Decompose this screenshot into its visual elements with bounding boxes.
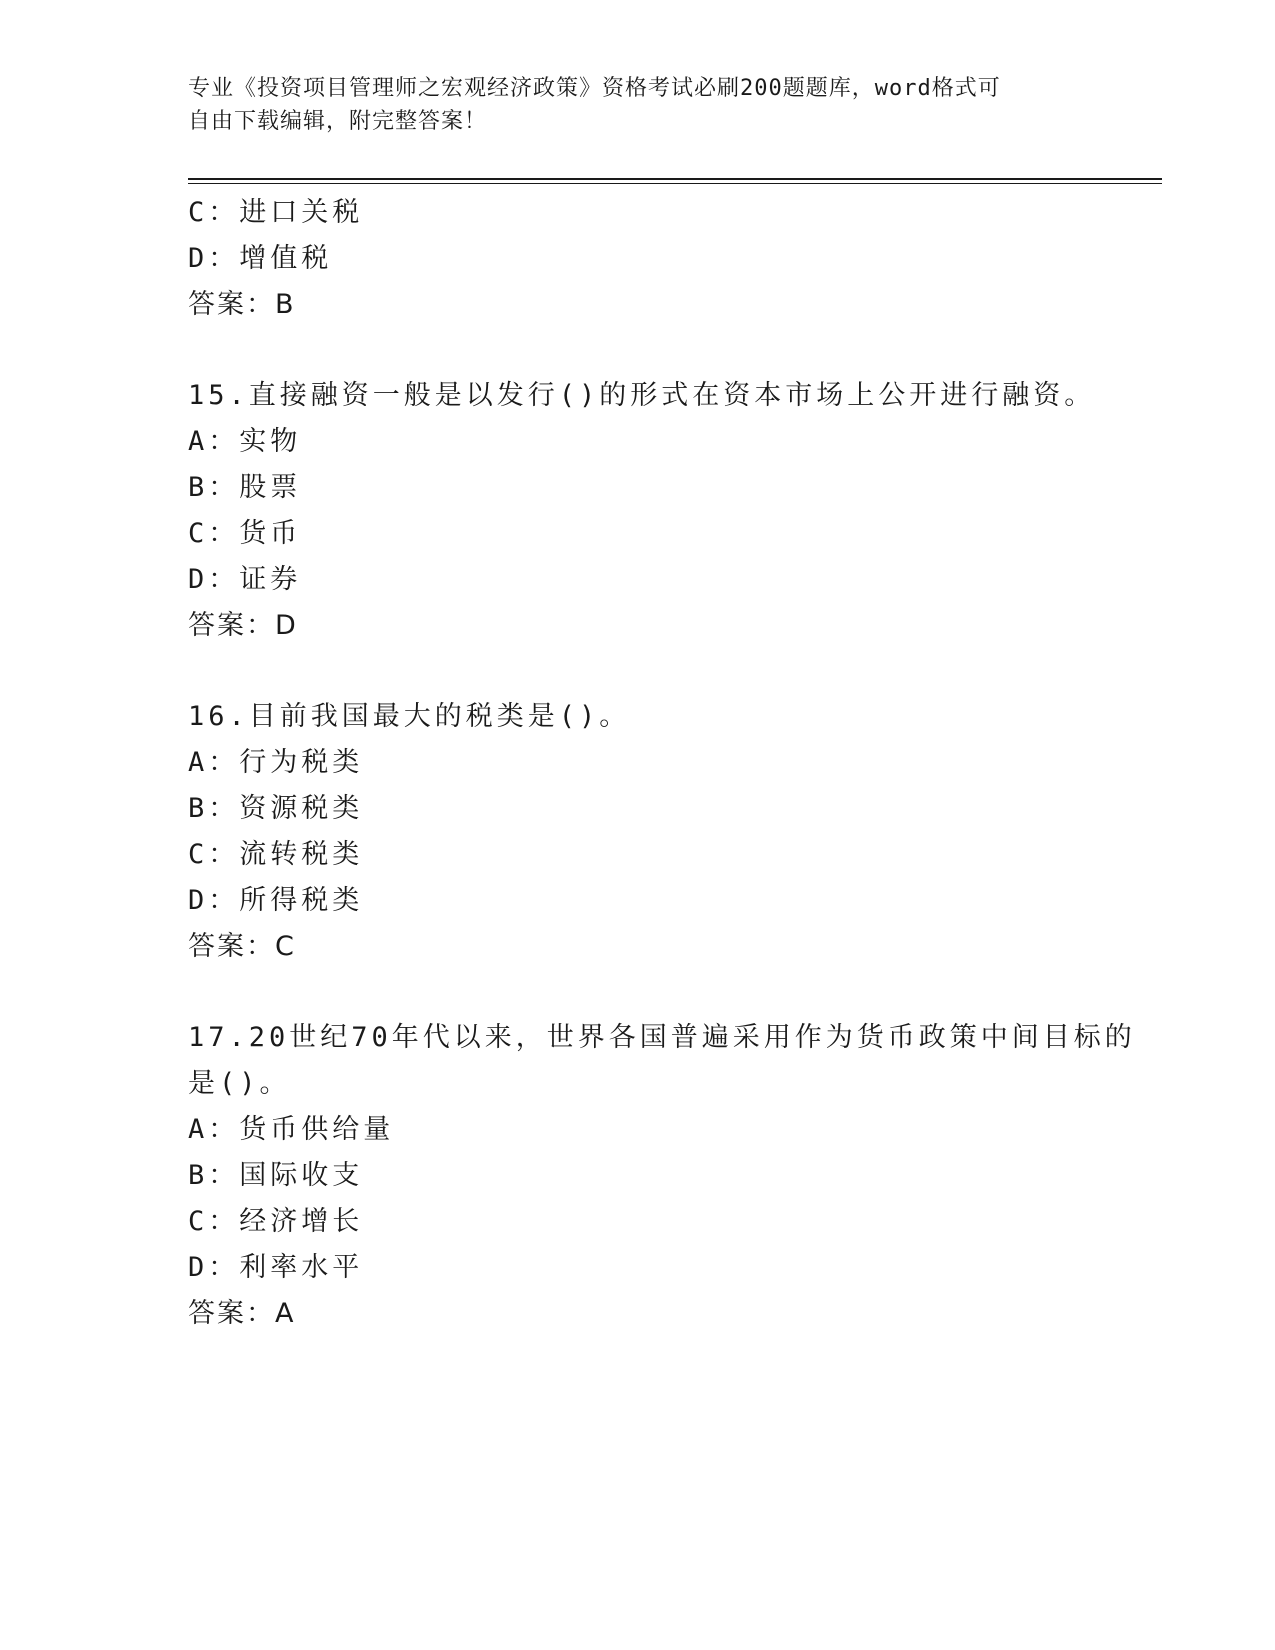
- question-17: [188, 1015, 1136, 1337]
- option-d: D：增值税: [188, 243, 333, 274]
- option-d: D：证券: [188, 564, 302, 595]
- option-a: A：行为税类: [188, 747, 364, 778]
- header-divider-thick: [188, 178, 1162, 180]
- question-15: [188, 373, 1096, 649]
- option-d: D：利率水平: [188, 1252, 364, 1283]
- option-b: B：股票: [188, 472, 302, 503]
- option-b: B：资源税类: [188, 793, 364, 824]
- question-stem-line-2: 是()。: [188, 1068, 291, 1099]
- header-line-1: 专业《投资项目管理师之宏观经济政策》资格考试必刷200题题库，word格式可: [188, 76, 1001, 101]
- option-c: C：流转税类: [188, 839, 364, 870]
- option-c: C：货币: [188, 518, 302, 549]
- option-a: A：货币供给量: [188, 1114, 395, 1145]
- question-14-tail: [188, 190, 1088, 328]
- option-d: D：所得税类: [188, 885, 364, 916]
- answer-line: 答案：C: [188, 931, 296, 962]
- question-stem: 16.目前我国最大的税类是()。: [188, 701, 631, 732]
- question-16: [188, 694, 1088, 970]
- option-c: C：进口关税: [188, 197, 364, 228]
- answer-line: 答案：B: [188, 289, 296, 320]
- question-stem-line-1: 17.20世纪70年代以来，世界各国普遍采用作为货币政策中间目标的: [188, 1022, 1136, 1053]
- question-stem: 15.直接融资一般是以发行()的形式在资本市场上公开进行融资。: [188, 380, 1096, 411]
- option-a: A：实物: [188, 426, 302, 457]
- answer-line: 答案：D: [188, 610, 298, 641]
- option-b: B：国际收支: [188, 1160, 364, 1191]
- header-line-2: 自由下载编辑，附完整答案！: [188, 109, 488, 134]
- option-c: C：经济增长: [188, 1206, 364, 1237]
- question-list: [188, 190, 1136, 1337]
- header-divider-thin: [188, 183, 1162, 184]
- answer-line: 答案：A: [188, 1298, 296, 1329]
- document-header: [188, 72, 1088, 138]
